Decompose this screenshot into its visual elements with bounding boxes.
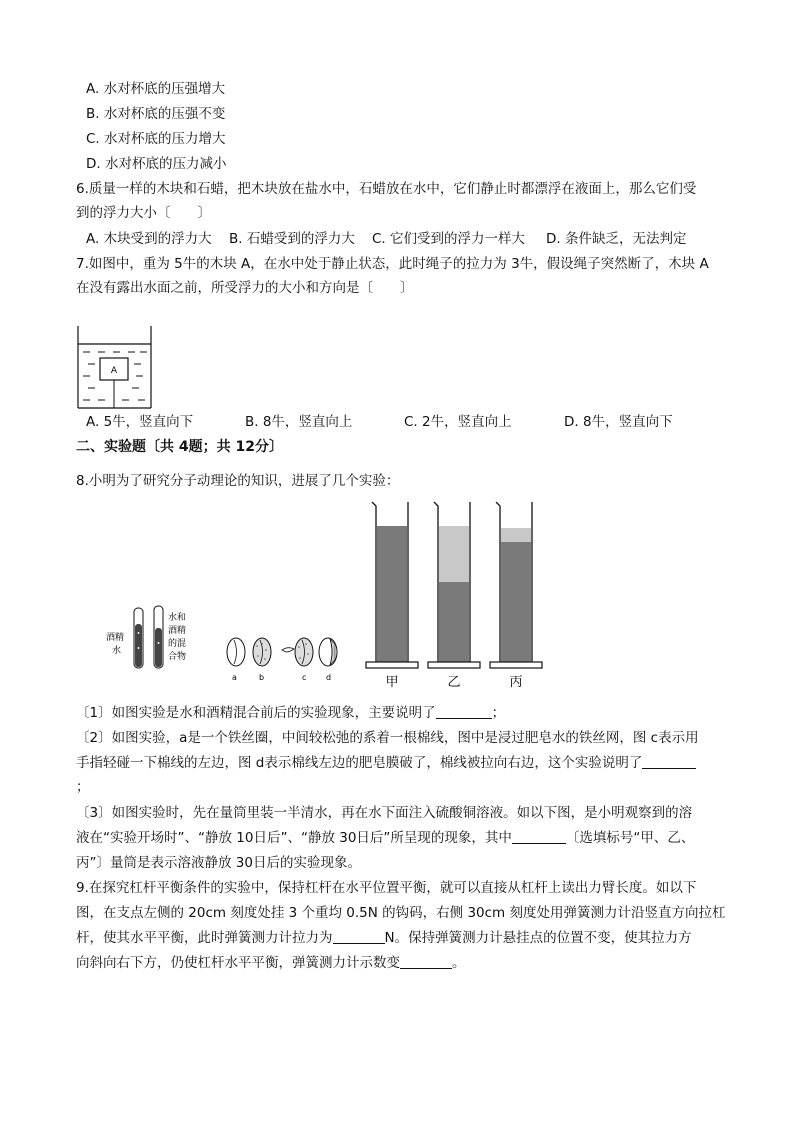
cylinder-bing [490, 502, 542, 668]
q8-part2-end: ； [76, 779, 90, 795]
q5-option-a: A. 水对杯底的压强增大 [86, 81, 226, 97]
q9-stem-line3: 杆，使其水平平衡，此时弹簧测力计拉力为 N。保持弹簧测力计悬挂点的位置不变，使其拉力方 [76, 930, 692, 946]
q7-option-d: D. 8牛，竖直向下 [564, 414, 673, 430]
cylinder-jia [366, 502, 418, 668]
q6-option-c: C. 它们受到的浮力一样大 [372, 231, 526, 247]
ring-label-c: c [302, 673, 307, 682]
q8-figure-test-tubes [104, 598, 200, 680]
q6-stem-line1: 6.质量一样的木块和石蜡，把木块放在盐水中，石蜡放在水中，它们静止时都漂浮在液面上，那么它们受 [76, 181, 697, 197]
q7-figure-beaker [74, 322, 156, 412]
q8-part3-line2: 液在“实验开场时”、“静放 10日后”、“静放 30日后”所呈现的现象，其中 〔选填标号“甲、乙、 [76, 830, 695, 846]
ring-label-a: a [232, 673, 237, 682]
q5-option-c: C. 水对杯底的压力增大 [86, 131, 226, 147]
ring-label-d: d [326, 673, 332, 682]
q8-part3-line3: 丙”〕量筒是表示溶液静放 30日后的实验现象。 [76, 855, 361, 871]
q8-part2-blank[interactable] [642, 754, 696, 769]
q7-stem-line1: 7.如图中，重为 5牛的木块 A，在水中处于静止状态，此时绳子的拉力为 3牛，假设绳子突然断了，木块 A [76, 256, 709, 272]
q7-option-a: A. 5牛，竖直向下 [86, 414, 194, 430]
q8-part1: 〔1〕如图实验是水和酒精混合前后的实验现象，主要说明了 ； [76, 705, 506, 721]
q9-stem-line1: 9.在探究杠杆平衡条件的实验中，保持杠杆在水平位置平衡，就可以直接从杠杆上读出力臂长度。如以下 [76, 880, 697, 896]
cylinder-yi [428, 502, 480, 668]
q8-part3-line1: 〔3〕如图实验时，先在量筒里装一半清水，再在水下面注入硫酸铜溶液。如以下图，是小明观察到的溶 [76, 805, 693, 821]
q9-stem-line2: 图，在支点左侧的 20cm 刻度处挂 3 个重均 0.5N 的钩码，右侧 30cm 刻度处用弹簧测力计沿竖直方向拉杠 [76, 905, 726, 921]
q6-stem-line2: 到的浮力大小〔 〕 [76, 205, 211, 221]
q8-part3-blank[interactable] [512, 829, 566, 844]
q7-option-c: C. 2牛，竖直向上 [404, 414, 512, 430]
q7-stem-line2: 在没有露出水面之前，所受浮力的大小和方向是〔 〕 [76, 280, 414, 296]
q6-option-a: A. 木块受到的浮力大 [86, 231, 212, 247]
cylinder-label-yi: 乙 [447, 675, 461, 690]
tube-right-label-4: 合物 [168, 652, 187, 662]
tube-right-label-1: 水和 [168, 613, 187, 623]
ring-label-b: b [259, 673, 265, 682]
q8-figure-soap-rings [222, 632, 344, 682]
q8-intro: 8.小明为了研究分子动理论的知识，进展了几个实验： [76, 473, 400, 489]
q8-part2-line2: 手指轻碰一下棉线的左边，图 d表示棉线左边的肥皂膜破了，棉线被拉向右边，这个实验说明了 [76, 754, 696, 772]
cylinder-label-bing: 丙 [509, 675, 523, 690]
q8-part2-line1: 〔2〕如图实验，a是一个铁丝圈，中间较松弛的系着一根棉线，图中是浸过肥皂水的铁丝网，图 c表示用 [76, 730, 699, 746]
q8-part1-blank[interactable] [436, 704, 492, 719]
q9-change-blank[interactable] [400, 954, 452, 969]
q6-option-d: D. 条件缺乏，无法判定 [546, 231, 687, 247]
tube-right-label-2: 酒精 [168, 626, 187, 636]
q9-force-blank[interactable] [333, 929, 385, 944]
tube-left-label-1: 酒精 [106, 633, 125, 643]
q7-block-label: A [110, 366, 118, 376]
cylinder-label-jia: 甲 [385, 675, 399, 690]
q5-option-d: D. 水对杯底的压力减小 [86, 156, 227, 172]
tube-left-label-2: 水 [112, 646, 122, 656]
section-2-title: 二、实验题〔共 4题；共 12分〕 [76, 439, 283, 455]
q7-option-b: B. 8牛，竖直向上 [245, 414, 353, 430]
q5-option-b: B. 水对杯底的压强不变 [86, 106, 226, 122]
tube-right-label-3: 的混 [168, 639, 187, 649]
q8-figure-cylinders [362, 496, 554, 692]
q6-option-b: B. 石蜡受到的浮力大 [229, 231, 355, 247]
q9-stem-line4: 向斜向右下方，仍使杠杆水平平衡，弹簧测力计示数变 。 [76, 955, 466, 971]
